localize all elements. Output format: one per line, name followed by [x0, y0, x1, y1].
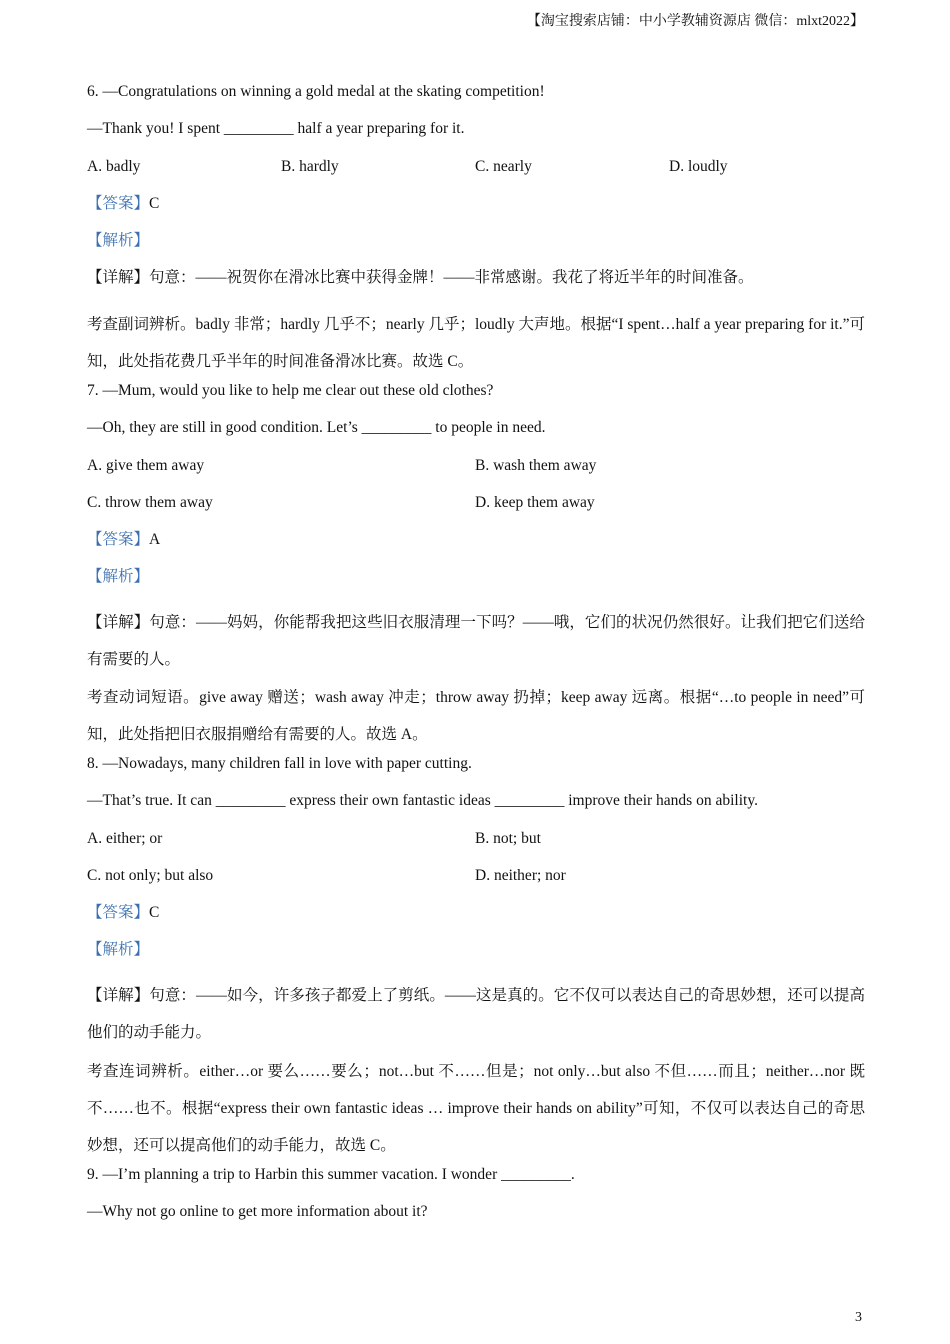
q7-analysis-label: 【解析】: [87, 568, 150, 585]
q6-explain: 考查副词辨析。badly 非常；hardly 几乎不；nearly 几乎；loudly 大声地。根据“I spent…half a year preparing for it.”可知，此处指花费几乎半年的时间准备滑冰比赛。故选 C。: [87, 316, 865, 370]
q8-option-c: C. not only; but also: [87, 867, 214, 884]
q8-option-a: A. either; or: [87, 830, 163, 847]
q6-option-d: D. loudly: [669, 158, 728, 175]
q6-option-b: B. hardly: [281, 158, 339, 175]
q6-answer: [87, 194, 159, 214]
answer-label: 【答案】: [87, 531, 150, 548]
answer-label: 【答案】: [87, 195, 150, 212]
q7-answer: [87, 530, 160, 550]
q8-explain: 考查连词辨析。either…or 要么……要么；not…but 不……但是；not only…but also 不但……而且；neither…nor 既不……也不。根据“express their own fantastic ideas … improve their hands on ability”可知，不仅可以表达自己的奇思妙想，还可以提高他们的动手能力，故选 C。: [87, 1063, 865, 1154]
q7-option-c: C. throw them away: [87, 494, 213, 511]
q6-analysis-label: 【解析】: [87, 232, 150, 249]
q8-option-d: D. neither; nor: [475, 867, 566, 884]
q8-option-b: B. not; but: [475, 830, 541, 847]
q7-option-a: A. give them away: [87, 457, 205, 474]
q7-stem: 7. —Mum, would you like to help me clear out these old clothes?: [87, 382, 494, 399]
q6-option-a: A. badly: [87, 158, 141, 175]
answer-value: C: [149, 904, 160, 921]
q8-answer: [87, 903, 159, 923]
q7-detail: 【详解】句意：——妈妈，你能帮我把这些旧衣服清理一下吗？——哦，它们的状况仍然很好。让我们把它们送给有需要的人。: [87, 614, 865, 668]
answer-value: C: [149, 195, 160, 212]
q7-option-d: D. keep them away: [475, 494, 595, 511]
q6-detail: 【详解】句意：——祝贺你在滑冰比赛中获得金牌！——非常感谢。我花了将近半年的时间准备。: [87, 269, 754, 286]
q6-option-c: C. nearly: [475, 158, 532, 175]
q8-reply: —That’s true. It can _________ express their own fantastic ideas _________ improve their hands on ability.: [87, 792, 758, 809]
q7-explain: 考查动词短语。give away 赠送；wash away 冲走；throw away 扔掉；keep away 远离。根据“…to people in need”可知，此处指把旧衣服捐赠给有需要的人。故选 A。: [87, 689, 865, 743]
q7-option-b: B. wash them away: [475, 457, 597, 474]
q7-reply: —Oh, they are still in good condition. Let’s _________ to people in need.: [87, 419, 546, 436]
q6-stem: 6. —Congratulations on winning a gold medal at the skating competition!: [87, 83, 545, 100]
answer-label: 【答案】: [87, 904, 150, 921]
q9-stem: 9. —I’m planning a trip to Harbin this summer vacation. I wonder _________.: [87, 1166, 575, 1183]
q6-reply: —Thank you! I spent _________ half a year preparing for it.: [87, 120, 465, 137]
q9-reply: —Why not go online to get more information about it?: [87, 1203, 428, 1220]
q8-stem: 8. —Nowadays, many children fall in love with paper cutting.: [87, 755, 472, 772]
q8-analysis-label: 【解析】: [87, 941, 150, 958]
answer-value: A: [149, 531, 161, 548]
q8-detail: 【详解】句意：——如今，许多孩子都爱上了剪纸。——这是真的。它不仅可以表达自己的奇思妙想，还可以提高他们的动手能力。: [87, 987, 865, 1041]
page-number: 3: [855, 1310, 862, 1325]
page-header: 【淘宝搜索店铺：中小学教辅资源店 微信：mlxt2022】: [526, 14, 864, 29]
